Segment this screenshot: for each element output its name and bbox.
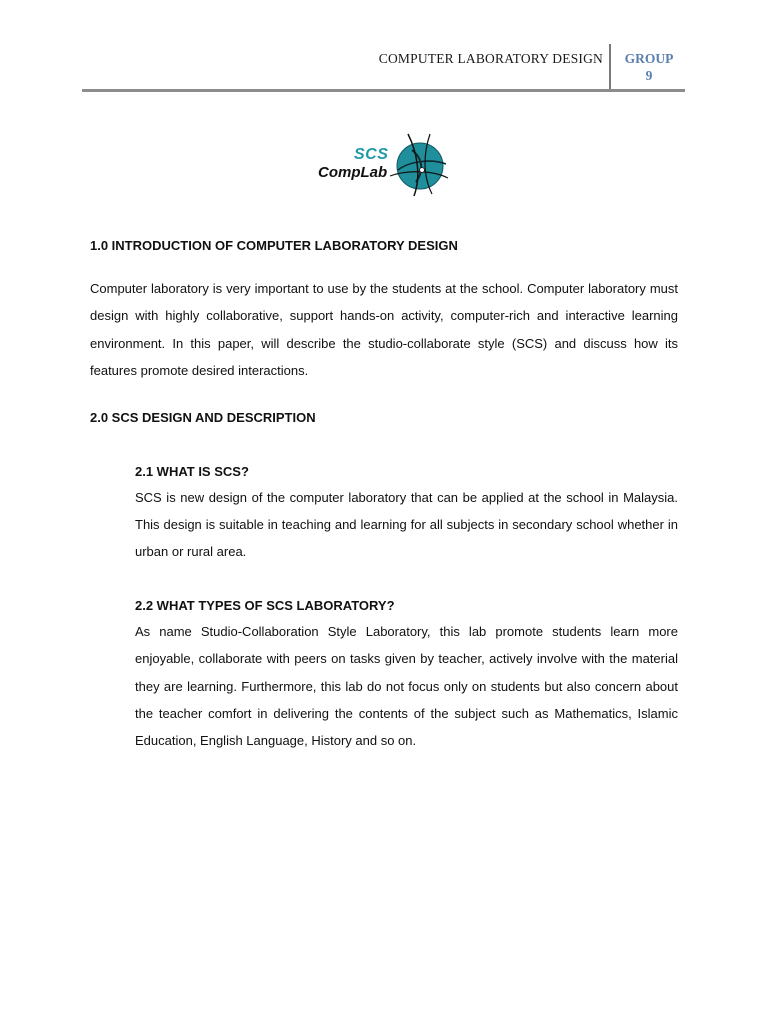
subsection-2-2-heading: 2.2 WHAT TYPES OF SCS LABORATORY? <box>135 597 395 613</box>
section-1-paragraph: Computer laboratory is very important to use by the students at the school. Computer laboratory must design with highly collaborative, support hands-on activity, computer-rich and interactive learning environment. In this paper, will describe the studio-collaborate style (SCS) and discuss how its features promote desired interactions. <box>90 281 678 379</box>
header-divider <box>609 44 611 89</box>
header-title: COMPUTER LABORATORY DESIGN <box>378 51 603 66</box>
header-group-label <box>613 50 685 84</box>
subsection-2-2-paragraph: As name Studio-Collaboration Style Laboratory, this lab promote students learn more enjoyable, collaborate with peers on tasks given by teacher, actively involve with the material they are learning. Furthermore, this lab do not focus only on students but also concern about the teacher comfort in delivering the contents of the subject such as Mathematics, Islamic Education, English Language, History and so on. <box>135 623 678 749</box>
logo-complab-text: CompLab <box>318 164 388 181</box>
page-header <box>82 44 685 92</box>
group-label: GROUP <box>624 51 674 66</box>
subsection-2-1-paragraph: SCS is new design of the computer laboratory that can be applied at the school in Malaysia. This design is suitable in teaching and learning for all subjects in secondary school whether in urban or rural area. <box>135 489 678 560</box>
section-2-heading: 2.0 SCS DESIGN AND DESCRIPTION <box>90 409 316 425</box>
document-body <box>90 236 678 755</box>
header-rule <box>82 89 685 92</box>
logo-scs-text: SCS <box>354 146 389 163</box>
globe-icon <box>386 130 450 198</box>
group-number: 9 <box>645 68 653 83</box>
section-1-heading: 1.0 INTRODUCTION OF COMPUTER LABORATORY DESIGN <box>90 238 458 253</box>
scs-complab-logo <box>316 130 450 198</box>
subsection-2-2 <box>135 596 678 755</box>
subsection-2-1 <box>135 462 678 566</box>
subsection-2-1-heading: 2.1 WHAT IS SCS? <box>135 463 249 479</box>
